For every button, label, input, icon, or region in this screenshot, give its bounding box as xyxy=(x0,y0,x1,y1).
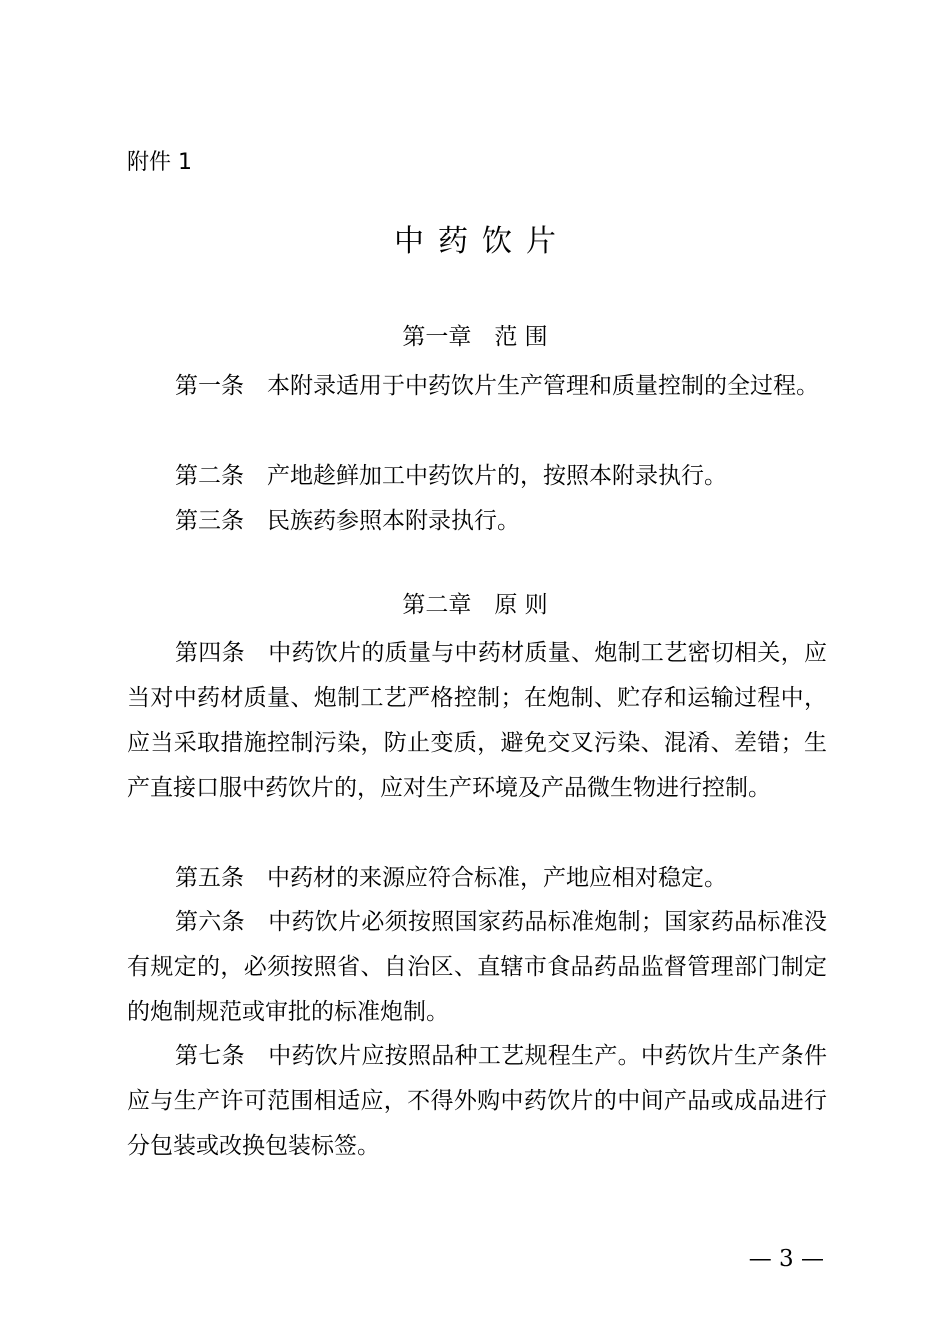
article-label: 第五条 xyxy=(175,865,244,891)
chapter-heading: 第一章 范 围 xyxy=(402,324,548,350)
article-label: 第七条 xyxy=(175,1043,245,1069)
article-text: 中药饮片应按照品种工艺规程生产。中药饮片生产条件应与生产许可范围相适应，不得外购中药饮片的中间产品或成品进行分包装或改换包装标签。 xyxy=(127,1043,828,1159)
article-paragraph xyxy=(127,454,827,499)
page-number: — 3 — xyxy=(748,1246,824,1272)
article-paragraph xyxy=(127,631,827,811)
article-label: 第六条 xyxy=(175,909,245,935)
article-text: 中药饮片的质量与中药材质量、炮制工艺密切相关，应当对中药材质量、炮制工艺严格控制；在炮制、贮存和运输过程中，应当采取措施控制污染，防止变质，避免交叉污染、混淆、差错；生产直接口服中药饮片的，应对生产环境及产品微生物进行控制。 xyxy=(127,640,828,801)
article-text: 民族药参照本附录执行。 xyxy=(267,508,520,534)
annex-label: 附件 1 xyxy=(127,150,192,175)
article-label: 第四条 xyxy=(175,640,245,666)
article-text: 本附录适用于中药饮片生产管理和质量控制的全过程。 xyxy=(267,373,819,399)
article-paragraph xyxy=(127,1034,827,1169)
chapter-heading: 第二章 原 则 xyxy=(402,592,548,618)
article-paragraph xyxy=(127,856,827,901)
document-title: 中药饮片 xyxy=(394,224,570,259)
article-text: 中药饮片必须按照国家药品标准炮制；国家药品标准没有规定的，必须按照省、自治区、直辖市食品药品监督管理部门制定的炮制规范或审批的标准炮制。 xyxy=(127,909,828,1025)
article-label: 第二条 xyxy=(175,463,244,489)
article-paragraph xyxy=(127,364,827,409)
article-label: 第三条 xyxy=(175,508,244,534)
article-paragraph xyxy=(127,900,827,1035)
article-paragraph xyxy=(127,499,827,544)
article-label: 第一条 xyxy=(175,373,244,399)
article-text: 产地趁鲜加工中药饮片的，按照本附录执行。 xyxy=(267,463,727,489)
article-text: 中药材的来源应符合标准，产地应相对稳定。 xyxy=(267,865,727,891)
